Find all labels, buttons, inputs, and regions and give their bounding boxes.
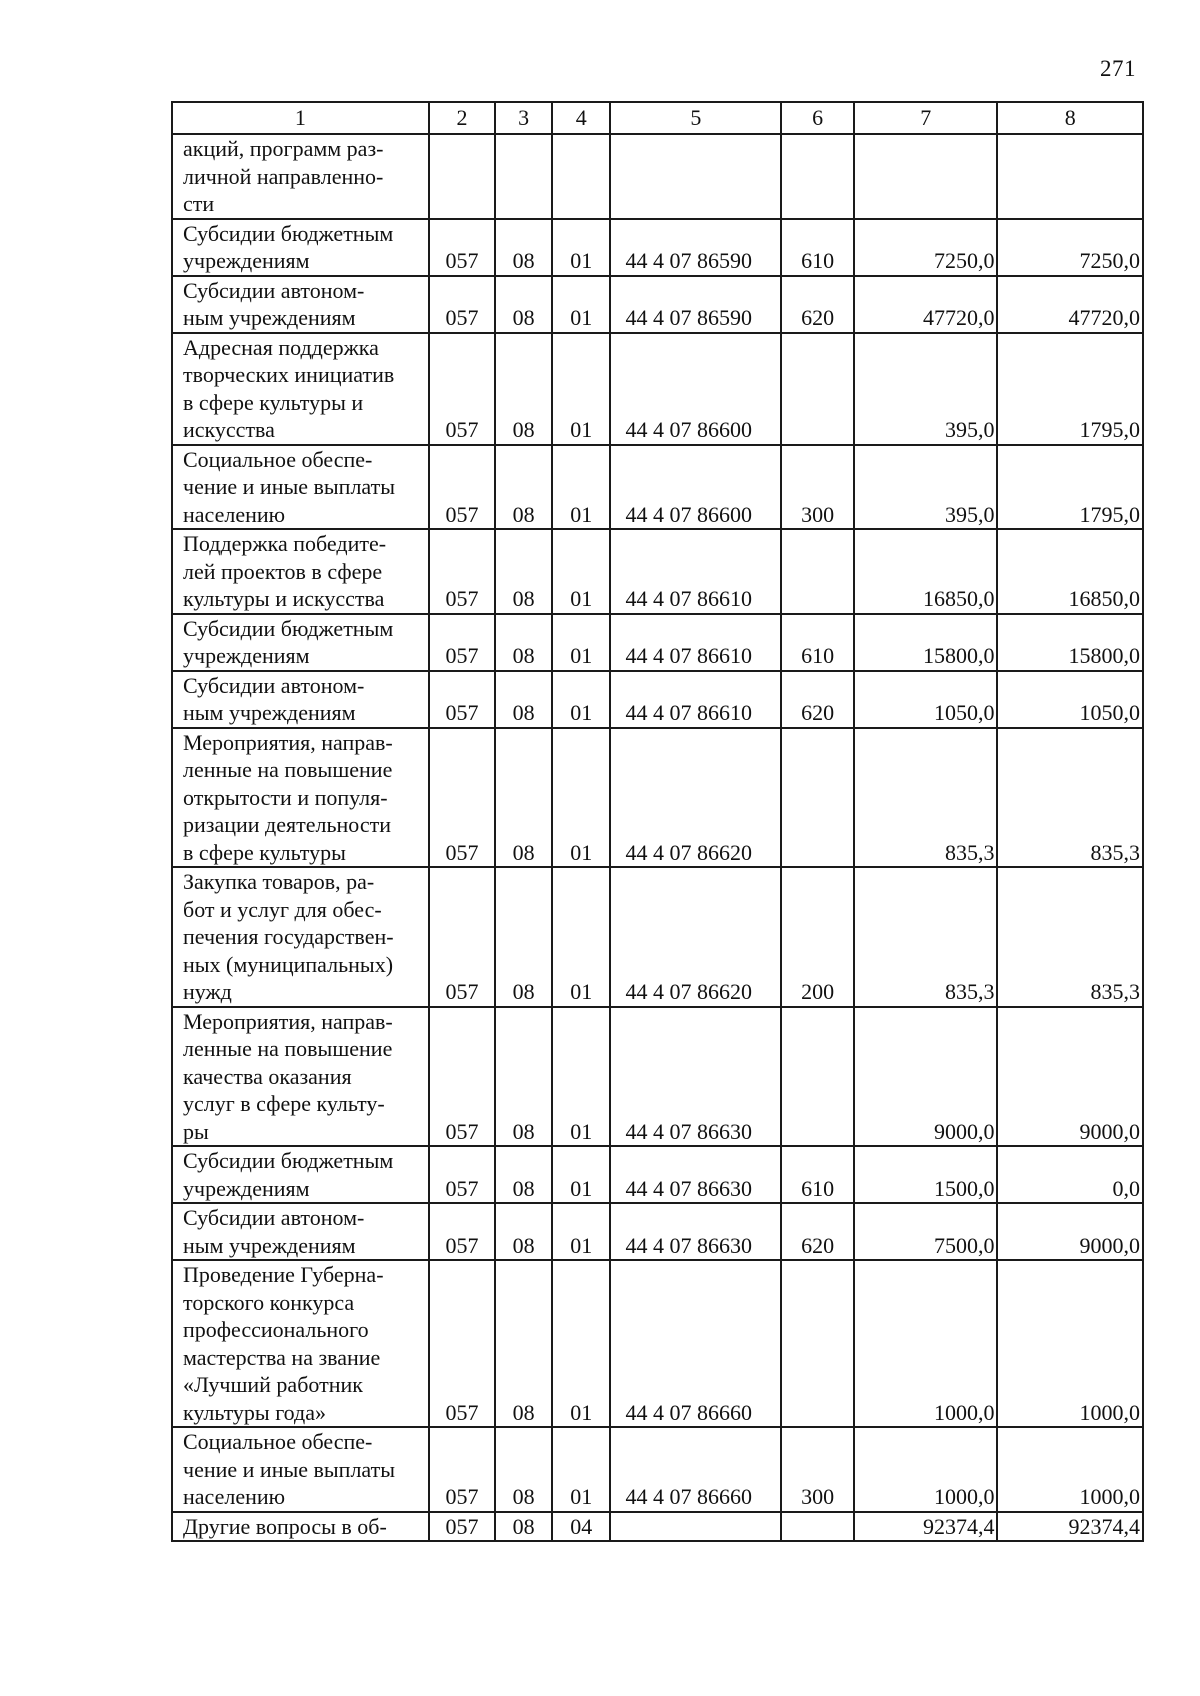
table-row [172, 867, 1143, 1007]
cell-target-article: 44 4 07 86620 [610, 867, 781, 1007]
cell-amount-year1: 1000,0 [854, 1427, 997, 1512]
row-description: Субсидии бюджетным учреждениям [172, 219, 429, 276]
cell-amount-year1: 1000,0 [854, 1260, 997, 1427]
cell-amount-year1 [854, 134, 997, 219]
cell-target-article [610, 134, 781, 219]
cell-ministry-code: 057 [429, 1007, 496, 1147]
cell-target-article: 44 4 07 86610 [610, 614, 781, 671]
row-description: Социальное обеспе- чение и иные выплаты населению [172, 445, 429, 530]
table-row [172, 219, 1143, 276]
cell-target-article: 44 4 07 86590 [610, 219, 781, 276]
cell-ministry-code: 057 [429, 219, 496, 276]
cell-expense-type: 620 [781, 276, 854, 333]
cell-section-code: 08 [495, 1260, 552, 1427]
cell-subsection-code: 01 [552, 1146, 611, 1203]
cell-target-article [610, 1512, 781, 1542]
cell-amount-year2: 47720,0 [997, 276, 1143, 333]
column-header: 6 [781, 102, 854, 134]
cell-ministry-code: 057 [429, 1146, 496, 1203]
cell-expense-type: 300 [781, 1427, 854, 1512]
table-row [172, 445, 1143, 530]
cell-amount-year1: 1500,0 [854, 1146, 997, 1203]
cell-ministry-code: 057 [429, 728, 496, 868]
row-description: акций, программ раз- личной направленно- сти [172, 134, 429, 219]
cell-expense-type: 620 [781, 671, 854, 728]
cell-subsection-code: 01 [552, 671, 611, 728]
table-row [172, 333, 1143, 445]
cell-amount-year1: 92374,4 [854, 1512, 997, 1542]
cell-ministry-code: 057 [429, 1512, 496, 1542]
row-description: Субсидии автоном- ным учреждениям [172, 276, 429, 333]
cell-amount-year2: 1795,0 [997, 445, 1143, 530]
cell-amount-year1: 7500,0 [854, 1203, 997, 1260]
cell-section-code: 08 [495, 614, 552, 671]
cell-expense-type: 610 [781, 219, 854, 276]
cell-section-code: 08 [495, 671, 552, 728]
cell-section-code: 08 [495, 1007, 552, 1147]
cell-section-code: 08 [495, 1427, 552, 1512]
cell-section-code: 08 [495, 445, 552, 530]
cell-subsection-code: 01 [552, 614, 611, 671]
cell-amount-year2: 1050,0 [997, 671, 1143, 728]
table-row [172, 1427, 1143, 1512]
cell-target-article: 44 4 07 86620 [610, 728, 781, 868]
column-header: 5 [610, 102, 781, 134]
cell-section-code: 08 [495, 219, 552, 276]
cell-target-article: 44 4 07 86600 [610, 333, 781, 445]
cell-subsection-code: 01 [552, 867, 611, 1007]
cell-subsection-code: 01 [552, 529, 611, 614]
row-description: Субсидии автоном- ным учреждениям [172, 671, 429, 728]
cell-amount-year1: 15800,0 [854, 614, 997, 671]
column-header: 2 [429, 102, 496, 134]
cell-expense-type: 620 [781, 1203, 854, 1260]
cell-amount-year1: 9000,0 [854, 1007, 997, 1147]
cell-ministry-code [429, 134, 496, 219]
cell-section-code: 08 [495, 276, 552, 333]
row-description: Мероприятия, направ- ленные на повышение качества оказания услуг в сфере культу- ры [172, 1007, 429, 1147]
cell-ministry-code: 057 [429, 276, 496, 333]
row-description: Социальное обеспе- чение и иные выплаты населению [172, 1427, 429, 1512]
column-header: 3 [495, 102, 552, 134]
cell-ministry-code: 057 [429, 529, 496, 614]
column-header: 4 [552, 102, 611, 134]
table-row [172, 276, 1143, 333]
table-row [172, 1512, 1143, 1542]
table-row [172, 671, 1143, 728]
table-row [172, 1007, 1143, 1147]
column-header: 1 [172, 102, 429, 134]
cell-amount-year2: 7250,0 [997, 219, 1143, 276]
cell-section-code: 08 [495, 333, 552, 445]
cell-amount-year2: 0,0 [997, 1146, 1143, 1203]
cell-amount-year1: 395,0 [854, 445, 997, 530]
cell-ministry-code: 057 [429, 614, 496, 671]
cell-subsection-code: 01 [552, 333, 611, 445]
cell-subsection-code: 01 [552, 1427, 611, 1512]
cell-subsection-code: 01 [552, 1007, 611, 1147]
cell-amount-year2: 15800,0 [997, 614, 1143, 671]
cell-ministry-code: 057 [429, 445, 496, 530]
cell-amount-year1: 835,3 [854, 867, 997, 1007]
table-row [172, 1260, 1143, 1427]
cell-target-article: 44 4 07 86610 [610, 671, 781, 728]
row-description: Субсидии бюджетным учреждениям [172, 614, 429, 671]
cell-ministry-code: 057 [429, 867, 496, 1007]
cell-amount-year2: 1000,0 [997, 1260, 1143, 1427]
row-description: Субсидии бюджетным учреждениям [172, 1146, 429, 1203]
row-description: Мероприятия, направ- ленные на повышение открытости и популя- ризации деятельности в сфере культуры [172, 728, 429, 868]
cell-subsection-code: 01 [552, 1203, 611, 1260]
cell-subsection-code: 04 [552, 1512, 611, 1542]
cell-ministry-code: 057 [429, 333, 496, 445]
cell-expense-type [781, 1007, 854, 1147]
cell-amount-year2 [997, 134, 1143, 219]
page-number: 271 [1100, 56, 1136, 81]
cell-section-code [495, 134, 552, 219]
cell-subsection-code: 01 [552, 219, 611, 276]
cell-target-article: 44 4 07 86610 [610, 529, 781, 614]
cell-amount-year1: 1050,0 [854, 671, 997, 728]
table-row [172, 1146, 1143, 1203]
cell-ministry-code: 057 [429, 1203, 496, 1260]
column-header: 8 [997, 102, 1143, 134]
table-row [172, 529, 1143, 614]
cell-subsection-code: 01 [552, 1260, 611, 1427]
cell-amount-year2: 92374,4 [997, 1512, 1143, 1542]
cell-amount-year2: 9000,0 [997, 1007, 1143, 1147]
cell-expense-type: 300 [781, 445, 854, 530]
cell-expense-type: 610 [781, 1146, 854, 1203]
cell-amount-year1: 7250,0 [854, 219, 997, 276]
cell-expense-type [781, 529, 854, 614]
cell-subsection-code [552, 134, 611, 219]
column-header: 7 [854, 102, 997, 134]
cell-expense-type [781, 1260, 854, 1427]
cell-ministry-code: 057 [429, 671, 496, 728]
row-description: Закупка товаров, ра- бот и услуг для обес- печения государствен- ных (муниципальных) нужд [172, 867, 429, 1007]
cell-amount-year2: 835,3 [997, 867, 1143, 1007]
table-row [172, 728, 1143, 868]
cell-target-article: 44 4 07 86590 [610, 276, 781, 333]
cell-expense-type: 200 [781, 867, 854, 1007]
table-row [172, 614, 1143, 671]
cell-section-code: 08 [495, 867, 552, 1007]
cell-amount-year2: 16850,0 [997, 529, 1143, 614]
cell-expense-type [781, 728, 854, 868]
cell-amount-year1: 16850,0 [854, 529, 997, 614]
row-description: Проведение Губерна- торского конкурса профессионального мастерства на звание «Лучший работник культуры года» [172, 1260, 429, 1427]
cell-amount-year1: 835,3 [854, 728, 997, 868]
cell-amount-year1: 47720,0 [854, 276, 997, 333]
cell-subsection-code: 01 [552, 445, 611, 530]
cell-expense-type [781, 1512, 854, 1542]
table-row [172, 134, 1143, 219]
cell-section-code: 08 [495, 728, 552, 868]
cell-section-code: 08 [495, 1146, 552, 1203]
header-row [172, 102, 1143, 134]
cell-subsection-code: 01 [552, 276, 611, 333]
row-description: Поддержка победите- лей проектов в сфере культуры и искусства [172, 529, 429, 614]
row-description: Адресная поддержка творческих инициатив в сфере культуры и искусства [172, 333, 429, 445]
cell-expense-type: 610 [781, 614, 854, 671]
cell-target-article: 44 4 07 86600 [610, 445, 781, 530]
cell-amount-year2: 9000,0 [997, 1203, 1143, 1260]
cell-amount-year2: 1000,0 [997, 1427, 1143, 1512]
cell-expense-type [781, 333, 854, 445]
cell-section-code: 08 [495, 1512, 552, 1542]
row-description: Субсидии автоном- ным учреждениям [172, 1203, 429, 1260]
cell-section-code: 08 [495, 1203, 552, 1260]
cell-target-article: 44 4 07 86660 [610, 1427, 781, 1512]
cell-ministry-code: 057 [429, 1427, 496, 1512]
cell-target-article: 44 4 07 86630 [610, 1146, 781, 1203]
cell-expense-type [781, 134, 854, 219]
budget-table [171, 101, 1144, 1542]
table-row [172, 1203, 1143, 1260]
cell-section-code: 08 [495, 529, 552, 614]
cell-ministry-code: 057 [429, 1260, 496, 1427]
cell-target-article: 44 4 07 86660 [610, 1260, 781, 1427]
cell-amount-year1: 395,0 [854, 333, 997, 445]
cell-subsection-code: 01 [552, 728, 611, 868]
cell-amount-year2: 1795,0 [997, 333, 1143, 445]
cell-target-article: 44 4 07 86630 [610, 1007, 781, 1147]
cell-target-article: 44 4 07 86630 [610, 1203, 781, 1260]
row-description: Другие вопросы в об- [172, 1512, 429, 1542]
cell-amount-year2: 835,3 [997, 728, 1143, 868]
